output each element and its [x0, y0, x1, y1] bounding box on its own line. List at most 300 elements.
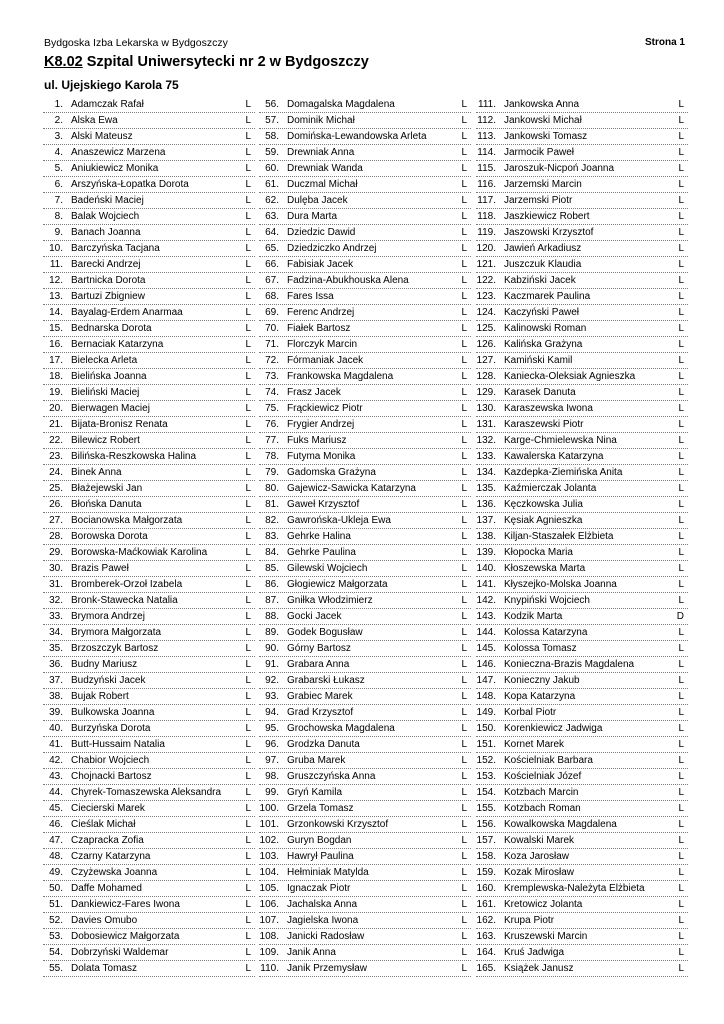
- list-item: [259, 113, 471, 128]
- list-item: [43, 609, 255, 624]
- list-item-code: L: [245, 915, 251, 926]
- list-item-name: Kremplewska-Należyta Elżbieta: [504, 883, 645, 894]
- list-item-number: 49.: [49, 867, 63, 878]
- list-item: [259, 545, 471, 560]
- list-item-name: Gryń Kamila: [287, 787, 343, 798]
- list-item-number: 89.: [265, 627, 279, 638]
- list-item-name: Kazdepka-Ziemińska Anita: [504, 467, 623, 478]
- list-item-name: Frasz Jacek: [287, 387, 341, 398]
- list-item-name: Godek Bogusław: [287, 627, 363, 638]
- list-item: [43, 833, 255, 848]
- list-item-code: L: [245, 419, 251, 430]
- list-item-number: 148.: [476, 691, 496, 702]
- list-item-number: 72.: [265, 355, 279, 366]
- list-item-code: L: [245, 899, 251, 910]
- list-item: [259, 401, 471, 416]
- list-item-code: L: [245, 787, 251, 798]
- list-item-name: Błażejewski Jan: [71, 483, 143, 494]
- list-item-code: L: [245, 595, 251, 606]
- list-item: [259, 817, 471, 832]
- list-item-name: Kiljan-Staszałek Elżbieta: [504, 531, 614, 542]
- list-item-name: Jachalska Anna: [287, 899, 358, 910]
- list-item: [259, 881, 471, 896]
- list-item-code: L: [245, 643, 251, 654]
- list-item-name: Kabziński Jacek: [504, 275, 576, 286]
- list-item: [43, 545, 255, 560]
- list-item: [43, 865, 255, 880]
- list-item-number: 30.: [49, 563, 63, 574]
- list-item-code: L: [678, 915, 684, 926]
- list-item-number: 27.: [49, 515, 63, 526]
- list-item: [259, 465, 471, 480]
- list-item-name: Jankowski Michał: [504, 115, 582, 126]
- list-item-code: L: [461, 115, 467, 126]
- list-item-code: L: [245, 499, 251, 510]
- list-item-code: L: [245, 691, 251, 702]
- list-item-code: L: [678, 355, 684, 366]
- list-item: [476, 561, 688, 576]
- list-item-code: L: [678, 499, 684, 510]
- list-item-number: 5.: [54, 163, 63, 174]
- list-item: [43, 817, 255, 832]
- member-column-1: [43, 97, 255, 977]
- list-item: [259, 945, 471, 960]
- list-item: [43, 513, 255, 528]
- list-item: [259, 481, 471, 496]
- list-item: [476, 641, 688, 656]
- list-item-name: Korbal Piotr: [504, 707, 557, 718]
- list-item-number: 21.: [49, 419, 63, 430]
- list-item: [476, 497, 688, 512]
- list-item: [259, 289, 471, 304]
- list-item: [259, 625, 471, 640]
- list-item-code: L: [245, 307, 251, 318]
- list-item: [476, 161, 688, 176]
- list-item-code: L: [245, 931, 251, 942]
- list-item: [43, 449, 255, 464]
- list-item: [43, 305, 255, 320]
- list-item-number: 90.: [265, 643, 279, 654]
- list-item-name: Janik Anna: [287, 947, 336, 958]
- list-item: [476, 257, 688, 272]
- list-item-code: L: [678, 723, 684, 734]
- list-item-code: L: [678, 739, 684, 750]
- list-item-number: 43.: [49, 771, 63, 782]
- list-item-code: L: [678, 195, 684, 206]
- list-item-code: L: [245, 387, 251, 398]
- list-item-number: 67.: [265, 275, 279, 286]
- list-item-number: 35.: [49, 643, 63, 654]
- list-item-name: Kotzbach Marcin: [504, 787, 579, 798]
- list-item-code: L: [461, 435, 467, 446]
- list-item-name: Kolossa Katarzyna: [504, 627, 588, 638]
- list-item-code: L: [678, 659, 684, 670]
- list-item-code: L: [461, 547, 467, 558]
- list-item-name: Kawalerska Katarzyna: [504, 451, 604, 462]
- list-item: [43, 577, 255, 592]
- list-item-number: 34.: [49, 627, 63, 638]
- list-item-name: Jaszowski Krzysztof: [504, 227, 594, 238]
- list-item-number: 4.: [54, 147, 63, 158]
- list-item-code: L: [245, 227, 251, 238]
- list-item: [476, 305, 688, 320]
- list-item-name: Duczmal Michał: [287, 179, 358, 190]
- list-item: [476, 625, 688, 640]
- list-item-number: 147.: [476, 675, 496, 686]
- list-item-name: Jagielska Iwona: [287, 915, 359, 926]
- list-item-name: Gocki Jacek: [287, 611, 342, 622]
- list-item-number: 152.: [476, 755, 496, 766]
- list-item: [259, 145, 471, 160]
- list-item: [43, 257, 255, 272]
- list-item-number: 18.: [49, 371, 63, 382]
- list-item-name: Błońska Danuta: [71, 499, 142, 510]
- list-item-code: L: [245, 515, 251, 526]
- list-item-name: Konieczna-Brazis Magdalena: [504, 659, 635, 670]
- list-item-code: L: [461, 531, 467, 542]
- list-item: [476, 945, 688, 960]
- list-item-name: Karge-Chmielewska Nina: [504, 435, 617, 446]
- list-item-code: L: [678, 547, 684, 558]
- list-item: [259, 737, 471, 752]
- list-item-name: Adamczak Rafał: [71, 99, 144, 110]
- list-item-number: 68.: [265, 291, 279, 302]
- list-item-name: Kodzik Marta: [504, 611, 563, 622]
- list-item-code: L: [678, 563, 684, 574]
- institution-code: K8.02: [44, 54, 83, 70]
- list-item-code: L: [461, 643, 467, 654]
- list-item-code: L: [245, 339, 251, 350]
- list-item: [43, 689, 255, 704]
- list-item-code: L: [461, 515, 467, 526]
- list-item-code: L: [461, 659, 467, 670]
- list-item-code: L: [461, 595, 467, 606]
- list-item: [259, 161, 471, 176]
- list-item-code: L: [461, 227, 467, 238]
- list-item: [43, 849, 255, 864]
- list-item-name: Bielińska Joanna: [71, 371, 147, 382]
- list-item-number: 75.: [265, 403, 279, 414]
- list-item-code: L: [245, 563, 251, 574]
- list-item-number: 22.: [49, 435, 63, 446]
- list-item-code: L: [678, 339, 684, 350]
- list-item-name: Ciecierski Marek: [71, 803, 145, 814]
- list-item-code: L: [245, 147, 251, 158]
- list-item-name: Bayalag-Erdem Anarmaa: [71, 307, 183, 318]
- list-item-number: 162.: [476, 915, 496, 926]
- list-item: [476, 753, 688, 768]
- list-item-number: 153.: [476, 771, 496, 782]
- list-item-code: L: [678, 595, 684, 606]
- list-item-code: L: [245, 355, 251, 366]
- list-item: [259, 273, 471, 288]
- list-item-name: Grodzka Danuta: [287, 739, 360, 750]
- list-item-code: L: [461, 403, 467, 414]
- list-item-name: Budzyński Jacek: [71, 675, 146, 686]
- list-item-number: 161.: [476, 899, 496, 910]
- list-item-name: Kalinowski Roman: [504, 323, 587, 334]
- list-item-code: L: [461, 771, 467, 782]
- list-item-name: Karaszewski Piotr: [504, 419, 584, 430]
- list-item: [259, 673, 471, 688]
- list-item-name: Gehrke Halina: [287, 531, 351, 542]
- list-item-name: Jarzemski Piotr: [504, 195, 573, 206]
- list-item-name: Dobosiewicz Małgorzata: [71, 931, 180, 942]
- list-item-number: 25.: [49, 483, 63, 494]
- list-item: [43, 113, 255, 128]
- list-item-name: Juszczuk Klaudia: [504, 259, 582, 270]
- list-item-code: L: [245, 803, 251, 814]
- list-item-code: L: [678, 947, 684, 958]
- list-item-number: 142.: [476, 595, 496, 606]
- list-item: [259, 769, 471, 784]
- list-item-number: 62.: [265, 195, 279, 206]
- list-item-code: L: [678, 419, 684, 430]
- list-item-code: L: [245, 179, 251, 190]
- list-item-name: Frankowska Magdalena: [287, 371, 394, 382]
- list-item-name: Arszyńska-Łopatka Dorota: [71, 179, 189, 190]
- list-item-code: L: [245, 115, 251, 126]
- list-item-code: L: [678, 899, 684, 910]
- list-item-number: 109.: [259, 947, 279, 958]
- list-item-name: Binek Anna: [71, 467, 122, 478]
- list-item: [259, 305, 471, 320]
- list-item-code: L: [461, 851, 467, 862]
- list-item-number: 71.: [265, 339, 279, 350]
- list-item-name: Grad Krzysztof: [287, 707, 354, 718]
- list-item-number: 29.: [49, 547, 63, 558]
- list-item-name: Domińska-Lewandowska Arleta: [287, 131, 427, 142]
- list-item: [43, 161, 255, 176]
- list-item: [259, 497, 471, 512]
- list-item-number: 9.: [54, 227, 63, 238]
- list-item-name: Kowalkowska Magdalena: [504, 819, 617, 830]
- list-item-number: 7.: [54, 195, 63, 206]
- list-item-code: L: [461, 259, 467, 270]
- list-item-name: Knypiński Wojciech: [504, 595, 590, 606]
- list-item-name: Badeński Maciej: [71, 195, 144, 206]
- member-column-3: [476, 97, 688, 977]
- list-item-number: 44.: [49, 787, 63, 798]
- list-item: [259, 849, 471, 864]
- list-item: [43, 961, 255, 976]
- list-item-name: Borowska Dorota: [71, 531, 148, 542]
- list-item-name: Kłopocka Maria: [504, 547, 573, 558]
- list-item-code: L: [678, 851, 684, 862]
- list-item: [259, 321, 471, 336]
- list-item-code: L: [245, 659, 251, 670]
- list-item-name: Górny Bartosz: [287, 643, 351, 654]
- list-item-number: 145.: [476, 643, 496, 654]
- list-item-code: L: [678, 243, 684, 254]
- list-item-name: Gruszczyńska Anna: [287, 771, 376, 782]
- list-item-name: Czarny Katarzyna: [71, 851, 151, 862]
- list-item-name: Fabisiak Jacek: [287, 259, 354, 270]
- list-item-code: L: [678, 387, 684, 398]
- list-item-code: L: [461, 99, 467, 110]
- list-item-name: Kościelniak Barbara: [504, 755, 593, 766]
- list-item-number: 108.: [259, 931, 279, 942]
- list-item-code: L: [461, 179, 467, 190]
- list-item-code: L: [245, 771, 251, 782]
- list-item-name: Budny Mariusz: [71, 659, 138, 670]
- list-item-number: 127.: [476, 355, 496, 366]
- list-item-name: Kalińska Grażyna: [504, 339, 583, 350]
- list-item: [259, 913, 471, 928]
- list-item: [259, 753, 471, 768]
- list-item: [43, 401, 255, 416]
- list-item: [476, 817, 688, 832]
- list-item-number: 46.: [49, 819, 63, 830]
- list-item-code: L: [678, 531, 684, 542]
- list-item-number: 104.: [259, 867, 279, 878]
- list-item-name: Gilewski Wojciech: [287, 563, 368, 574]
- list-item-name: Gawrońska-Ukleja Ewa: [287, 515, 391, 526]
- list-item-number: 10.: [49, 243, 63, 254]
- list-item: [43, 481, 255, 496]
- list-item-code: L: [461, 147, 467, 158]
- list-item: [476, 737, 688, 752]
- list-item-number: 129.: [476, 387, 496, 398]
- list-item-name: Kłyszejko-Molska Joanna: [504, 579, 617, 590]
- list-item-name: Balak Wojciech: [71, 211, 140, 222]
- list-item-code: L: [461, 499, 467, 510]
- list-item: [259, 225, 471, 240]
- list-item: [43, 129, 255, 144]
- list-item-code: L: [678, 291, 684, 302]
- list-item-number: 45.: [49, 803, 63, 814]
- list-item: [259, 353, 471, 368]
- list-item-code: L: [678, 803, 684, 814]
- list-item-number: 6.: [54, 179, 63, 190]
- list-item-name: Alski Mateusz: [71, 131, 133, 142]
- list-item-number: 47.: [49, 835, 63, 846]
- list-item: [476, 769, 688, 784]
- list-item-code: L: [678, 275, 684, 286]
- list-item-number: 77.: [265, 435, 279, 446]
- list-item-code: L: [461, 419, 467, 430]
- list-item-number: 8.: [54, 211, 63, 222]
- list-item-number: 32.: [49, 595, 63, 606]
- list-item-number: 58.: [265, 131, 279, 142]
- list-item-number: 126.: [476, 339, 496, 350]
- list-item-name: Daffe Mohamed: [71, 883, 142, 894]
- list-item-code: L: [678, 131, 684, 142]
- list-item-number: 154.: [476, 787, 496, 798]
- list-item-name: Bilińska-Reszkowska Halina: [71, 451, 197, 462]
- list-item: [259, 721, 471, 736]
- list-item-code: L: [461, 339, 467, 350]
- list-item-number: 116.: [477, 179, 496, 190]
- list-item-name: Jawień Arkadiusz: [504, 243, 582, 254]
- list-item-number: 115.: [477, 163, 496, 174]
- list-item-number: 114.: [477, 147, 496, 158]
- list-item-code: L: [245, 579, 251, 590]
- list-item-number: 113.: [477, 131, 496, 142]
- list-item-number: 50.: [49, 883, 63, 894]
- list-item-number: 13.: [49, 291, 63, 302]
- list-item-number: 23.: [49, 451, 63, 462]
- list-item: [476, 577, 688, 592]
- list-item: [476, 401, 688, 416]
- list-item: [259, 785, 471, 800]
- list-item-code: L: [678, 819, 684, 830]
- list-item-code: L: [245, 707, 251, 718]
- list-item-number: 107.: [259, 915, 279, 926]
- list-item: [476, 529, 688, 544]
- list-item-name: Dura Marta: [287, 211, 338, 222]
- list-item: [476, 929, 688, 944]
- list-item-number: 151.: [476, 739, 496, 750]
- list-item-code: L: [245, 611, 251, 622]
- list-item-name: Jankowski Tomasz: [504, 131, 588, 142]
- list-item-name: Aniukiewicz Monika: [71, 163, 159, 174]
- list-item: [43, 97, 255, 112]
- list-item-number: 125.: [476, 323, 496, 334]
- list-item-code: L: [678, 483, 684, 494]
- institution-name: Szpital Uniwersytecki nr 2 w Bydgoszczy: [86, 54, 369, 70]
- list-item-code: L: [245, 163, 251, 174]
- list-item-name: Cieślak Michał: [71, 819, 136, 830]
- list-item: [259, 257, 471, 272]
- list-item: [43, 897, 255, 912]
- list-item: [476, 273, 688, 288]
- list-item-number: 40.: [49, 723, 63, 734]
- list-item-code: L: [461, 307, 467, 318]
- list-item-name: Bronk-Stawecka Natalia: [71, 595, 178, 606]
- list-item-number: 26.: [49, 499, 63, 510]
- list-item-name: Banach Joanna: [71, 227, 141, 238]
- list-item: [476, 97, 688, 112]
- list-item-number: 105.: [259, 883, 279, 894]
- list-item-name: Jarzemski Marcin: [504, 179, 582, 190]
- list-item-number: 3.: [54, 131, 63, 142]
- list-item-name: Bilewicz Robert: [71, 435, 140, 446]
- list-item-code: L: [245, 851, 251, 862]
- list-item-name: Brzoszczyk Bartosz: [71, 643, 159, 654]
- list-item-code: L: [245, 451, 251, 462]
- list-item-name: Dobrzyński Waldemar: [71, 947, 169, 958]
- list-item: [476, 449, 688, 464]
- list-item-code: L: [461, 915, 467, 926]
- list-item: [476, 481, 688, 496]
- list-item-name: Głogiewicz Małgorzata: [287, 579, 388, 590]
- list-item-number: 12.: [49, 275, 63, 286]
- list-item-code: L: [245, 131, 251, 142]
- list-item-code: L: [678, 371, 684, 382]
- list-item-code: L: [678, 627, 684, 638]
- list-item-name: Jarmocik Paweł: [504, 147, 575, 158]
- list-item-code: L: [678, 515, 684, 526]
- list-item-name: Bromberek-Orzoł Izabela: [71, 579, 183, 590]
- list-item: [43, 913, 255, 928]
- list-item-name: Florczyk Marcin: [287, 339, 358, 350]
- list-item-name: Brazis Paweł: [71, 563, 129, 574]
- list-item: [43, 753, 255, 768]
- list-item-code: L: [678, 691, 684, 702]
- list-item-number: 86.: [265, 579, 279, 590]
- list-item: [43, 497, 255, 512]
- list-item-code: L: [245, 435, 251, 446]
- list-item-name: Fares Issa: [287, 291, 334, 302]
- list-item-code: L: [245, 403, 251, 414]
- list-item: [476, 193, 688, 208]
- list-item: [43, 385, 255, 400]
- list-item-name: Anaszewicz Marzena: [71, 147, 166, 158]
- list-item-number: 128.: [476, 371, 496, 382]
- list-item-code: L: [245, 947, 251, 958]
- list-item-name: Dominik Michał: [287, 115, 355, 126]
